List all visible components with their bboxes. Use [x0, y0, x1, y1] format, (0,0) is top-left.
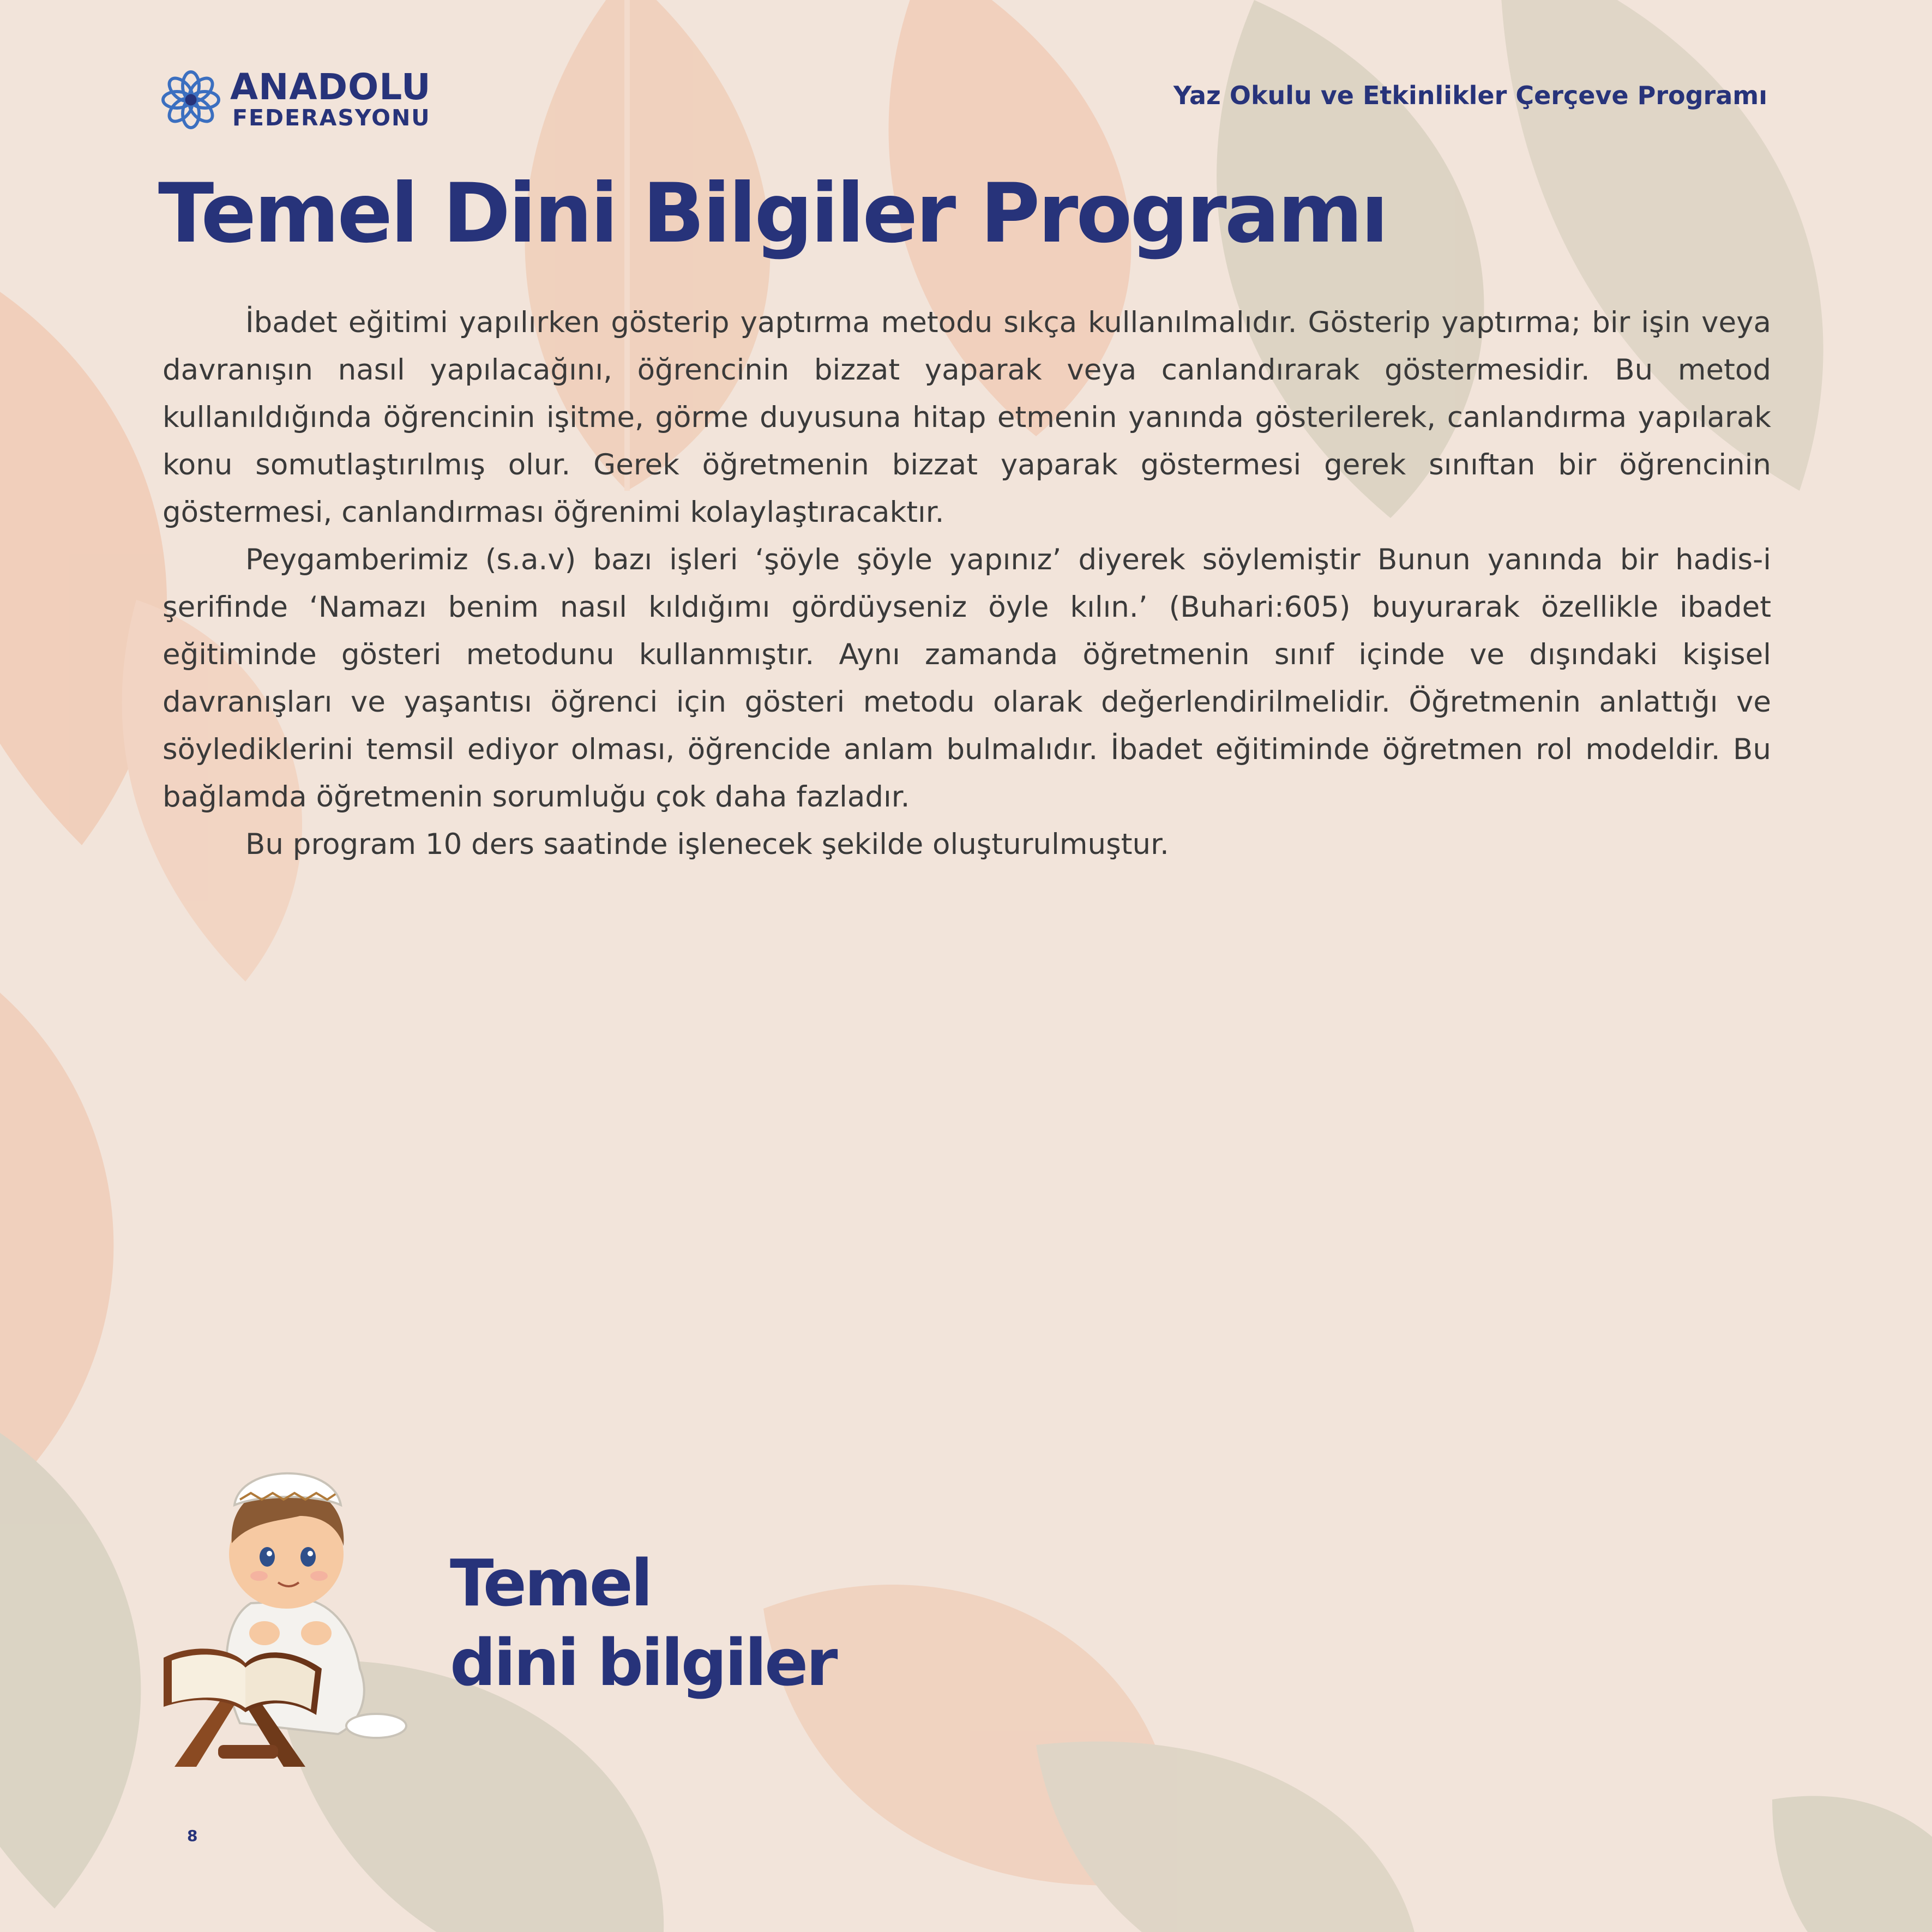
- page-title: Temel Dini Bilgiler Programı: [158, 166, 1387, 261]
- paragraph: İbadet eğitimi yapılırken gösterip yaptırma metodu sıkça kullanılmalıdır. Gösterip yaptırma; bir işin veya davranışın nasıl yapılacağını, öğrencinin bizzat yaparak veya canlandırarak göstermesidir. Bu metod kullanıldığında öğrencinin işitme, görme duyusuna hitap etmenin yanında gösterilerek, canlandırma yapılarak konu somutlaştırılmış olur. Gerek öğretmenin bizzat yaparak göstermesi gerek sınıftan bir öğrencinin göstermesi, canlandırması öğrenimi kolaylaştıracaktır.: [162, 306, 1771, 529]
- page-number: 8: [187, 1827, 198, 1845]
- body-text: [162, 299, 1771, 868]
- praying-boy-with-quran-icon: [158, 1440, 431, 1778]
- logo-name-main: ANADOLU: [230, 66, 431, 108]
- federation-logo: [159, 66, 431, 134]
- section-label: [450, 1543, 835, 1702]
- document-header-title: Yaz Okulu ve Etkinlikler Çerçeve Programı: [1173, 81, 1767, 110]
- flower-mandala-icon: [159, 68, 222, 131]
- section-label-line: Temel: [450, 1545, 651, 1621]
- logo-name-sub: FEDERASYONU: [232, 105, 431, 131]
- section-label-line: dini bilgiler: [450, 1625, 836, 1700]
- paragraph: Peygamberimiz (s.a.v) bazı işleri ‘şöyle şöyle yapınız’ diyerek söylemiştir Bunun yanında bir hadis-i şerifinde ‘Namazı benim nasıl kıldığımı gördüyseniz öyle kılın.’ (Buhari:605) buyurarak özellikle ibadet eğitiminde gösteri metodunu kullanmıştır. Aynı zamanda öğretmenin sınıf içinde ve dışındaki kişisel davranışları ve yaşantısı öğrenci için gösteri metodu olarak değerlendirilmelidir. Öğretmenin anlattığı ve söylediklerini temsil ediyor olması, öğrencide anlam bulmalıdır. İbadet eğitiminde öğretmen rol modeldir. Bu bağlamda öğretmenin sorumluğu çok daha fazladır.: [162, 543, 1771, 814]
- paragraph: Bu program 10 ders saatinde işlenecek şekilde oluşturulmuştur.: [245, 828, 1169, 861]
